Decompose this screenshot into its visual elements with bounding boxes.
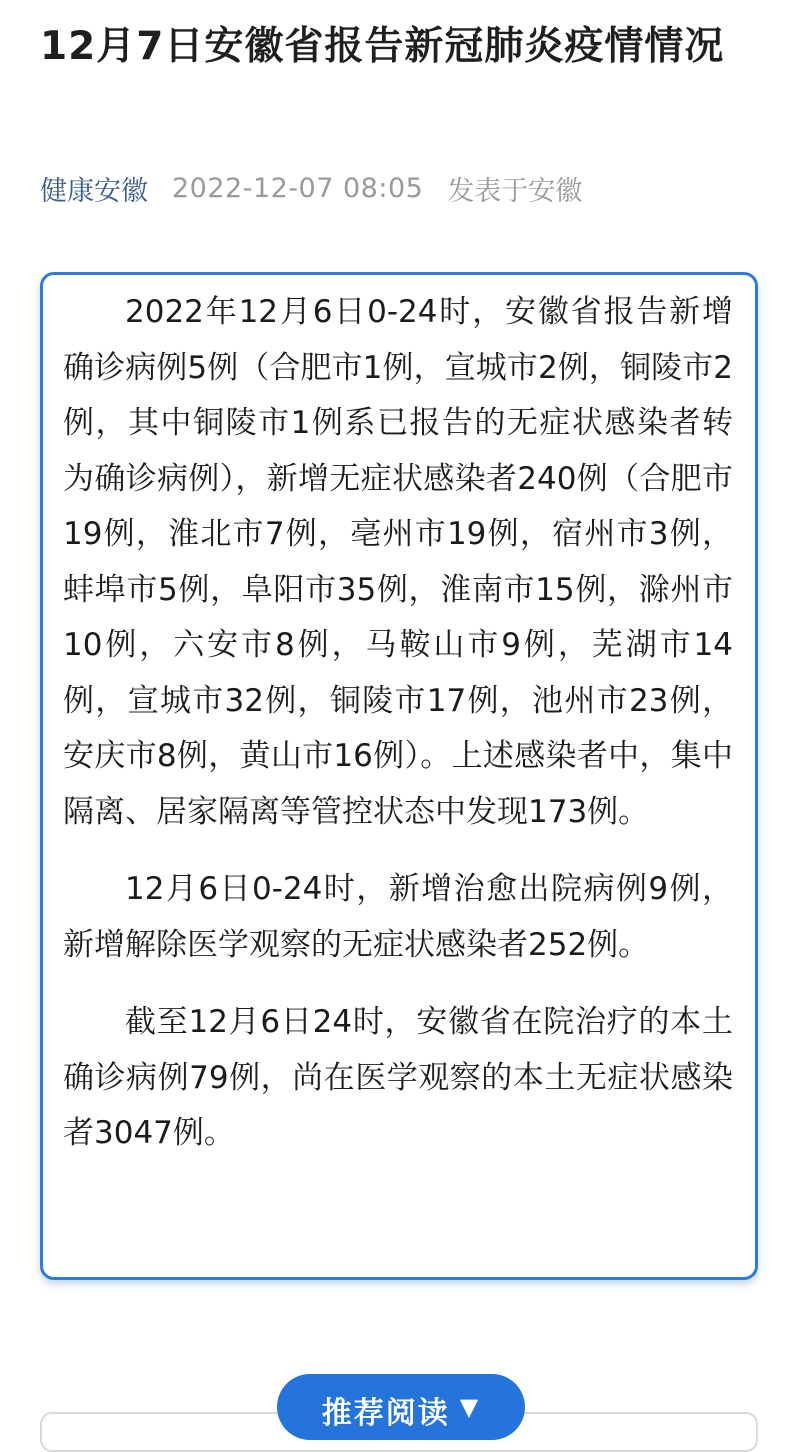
article-paragraph: 截至12月6日24时，安徽省在院治疗的本土确诊病例79例，尚在医学观察的本土无症状感染者3047例。 (63, 1004, 733, 1151)
article-meta (40, 166, 582, 210)
article-paragraph: 2022年12月6日0-24时，安徽省报告新增确诊病例5例（合肥市1例，宣城市2例，铜陵市2例，其中铜陵市1例系已报告的无症状感染者转为确诊病例），新增无症状感染者240例（合肥市19例，淮北市7例，亳州市19例，宿州市3例，蚌埠市5例，阜阳市35例，淮南市15例，滁州市10例，六安市8例，马鞍山市9例，芜湖市14例，宣城市32例，铜陵市17例，池州市23例，安庆市8例，黄山市16例）。上述感染者中，集中隔离、居家隔离等管控状态中发现173例。 (63, 294, 733, 830)
article-location: 发表于安徽 (447, 175, 583, 207)
article-datetime: 2022-12-07 08:05 (172, 172, 424, 204)
triangle-down-icon: ▼ (459, 1393, 481, 1421)
article-paragraph: 12月6日0-24时，新增治愈出院病例9例，新增解除医学观察的无症状感染者252例。 (63, 871, 733, 963)
article-source[interactable]: 健康安徽 (40, 175, 148, 207)
article-content-card (40, 272, 758, 1280)
recommended-reading-button[interactable] (277, 1374, 525, 1440)
recommended-reading-label: 推荐阅读 (321, 1396, 450, 1431)
article-title: 12月7日安徽省报告新冠肺炎疫情情况 (40, 24, 725, 69)
